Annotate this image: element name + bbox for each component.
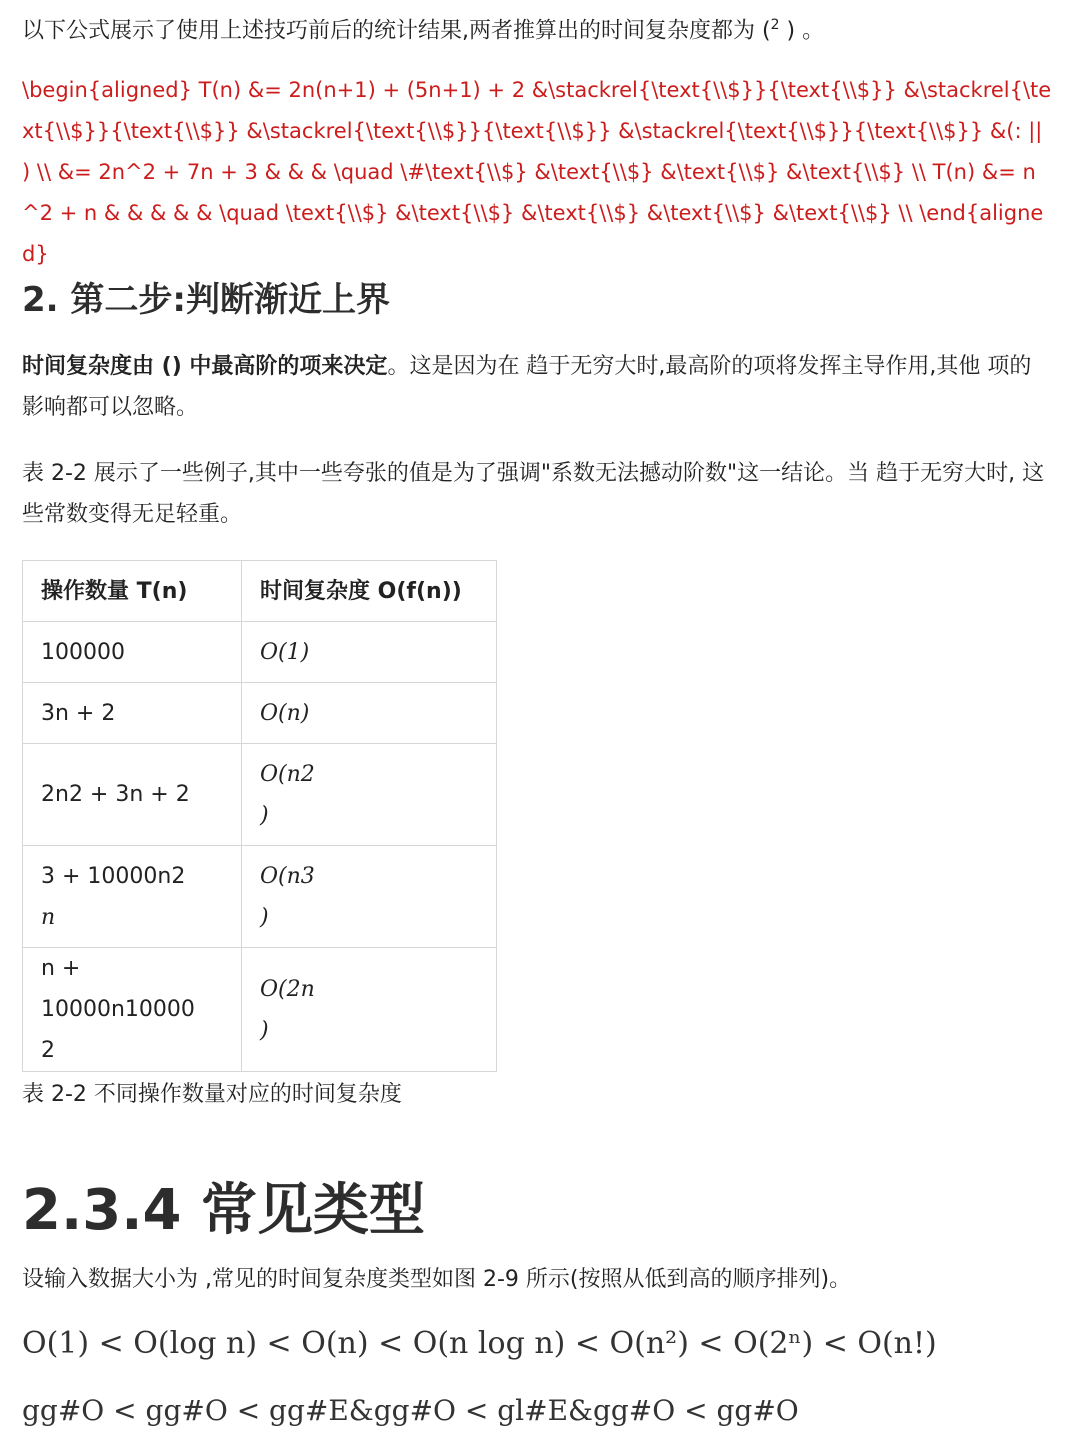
- intro-tail: ) 。: [779, 18, 825, 44]
- cell-text: n + 10000n10000: [41, 956, 195, 1022]
- table-cell-complexity: [242, 683, 497, 744]
- cell-text-line2: 2: [41, 1038, 55, 1063]
- section-heading-common-types: 2.3.4 常见类型: [22, 1178, 425, 1243]
- intro-paragraph: [22, 6, 824, 50]
- cell-text: O(n3: [260, 863, 315, 889]
- cell-text: 2n2 + 3n + 2: [41, 782, 190, 807]
- cell-text-line2: n: [41, 904, 56, 930]
- complexity-table: [22, 560, 497, 1072]
- table-cell-ops: [23, 846, 242, 948]
- table-cell-ops: [23, 683, 242, 744]
- table-intro-paragraph: 表 2-2 展示了一些例子,其中一些夸张的值是为了强调"系数无法撼动阶数"这一结论。当 趋于无穷大时, 这些常数变得无足轻重。: [22, 461, 1045, 527]
- intro-superscript: 2: [770, 17, 780, 33]
- latex-source-block: \begin{aligned} T(n) &= 2n(n+1) + (5n+1) + 2 &\stackrel{\text{\\$}}{\text{\\$}} &\stackrel{\text{\\$}}{\text{\\$}} &\stackrel{\text{\\$}}{\text{\\$}} &\stackrel{\text{\\$}}{\text{\\$}} &(: || ) \\ &= 2n^2 + 7n + 3 & & & \quad \#\text{\\$} &\text{\\$} &\text{\\$} &\text{\\$} \\ T(n) &= n^2 + n & & & & & \quad \text{\\$} &\text{\\$} &\text{\\$} &\text{\\$} &\text{\\$} \\ \end{aligned}: [22, 78, 1052, 266]
- garbled-formula: gg#O < gg#O < gg#E&gg#O < gl#E&gg#O < gg#O: [22, 1394, 799, 1427]
- table-header-complexity: 时间复杂度 O(f(n)): [242, 561, 497, 622]
- common-types-paragraph: 设输入数据大小为 ,常见的时间复杂度类型如图 2-9 所示(按照从低到高的顺序排列)。: [22, 1267, 852, 1292]
- table-row: [23, 622, 497, 683]
- step2-bold-text: 时间复杂度由 () 中最高阶的项来决定: [22, 354, 388, 379]
- table-cell-complexity: [242, 846, 497, 948]
- step2-rest-text: 。这是因为在 趋于无穷大时,最高阶的项将发挥主导作用,其他 项的影响都可以忽略。: [22, 354, 1032, 420]
- table-cell-ops: [23, 744, 242, 846]
- complexity-order-formula: O(1) < O(log n) < O(n) < O(n log n) < O(n²) < O(2ⁿ) < O(n!): [22, 1326, 937, 1361]
- table-cell-ops: [23, 622, 242, 683]
- section-heading-step2: 2. 第二步:判断渐近上界: [22, 280, 391, 320]
- table-header-row: [23, 561, 497, 622]
- table-cell-ops: [23, 948, 242, 1072]
- intro-text: 以下公式展示了使用上述技巧前后的统计结果,两者推算出的时间复杂度都为 (: [22, 18, 771, 44]
- table-cell-complexity: [242, 622, 497, 683]
- table-cell-complexity: [242, 744, 497, 846]
- table-row: [23, 846, 497, 948]
- step2-paragraph: [22, 346, 1042, 428]
- cell-text: 3 + 10000n2: [41, 863, 186, 889]
- cell-text-line2: ): [260, 1017, 269, 1043]
- cell-text: O(2n: [260, 976, 315, 1002]
- cell-text: O(n2: [260, 761, 315, 787]
- table-caption: 表 2-2 不同操作数量对应的时间复杂度: [22, 1082, 402, 1107]
- cell-text: O(1): [260, 639, 310, 665]
- table-header-ops: 操作数量 T(n): [23, 561, 242, 622]
- cell-text: 3n + 2: [41, 700, 116, 726]
- table-row: [23, 744, 497, 846]
- cell-text-line2: ): [260, 802, 269, 828]
- cell-text-line2: ): [260, 904, 269, 930]
- cell-text: 100000: [41, 639, 125, 665]
- table-row: [23, 683, 497, 744]
- table-row: [23, 948, 497, 1072]
- cell-text: O(n): [260, 700, 310, 726]
- table-cell-complexity: [242, 948, 497, 1072]
